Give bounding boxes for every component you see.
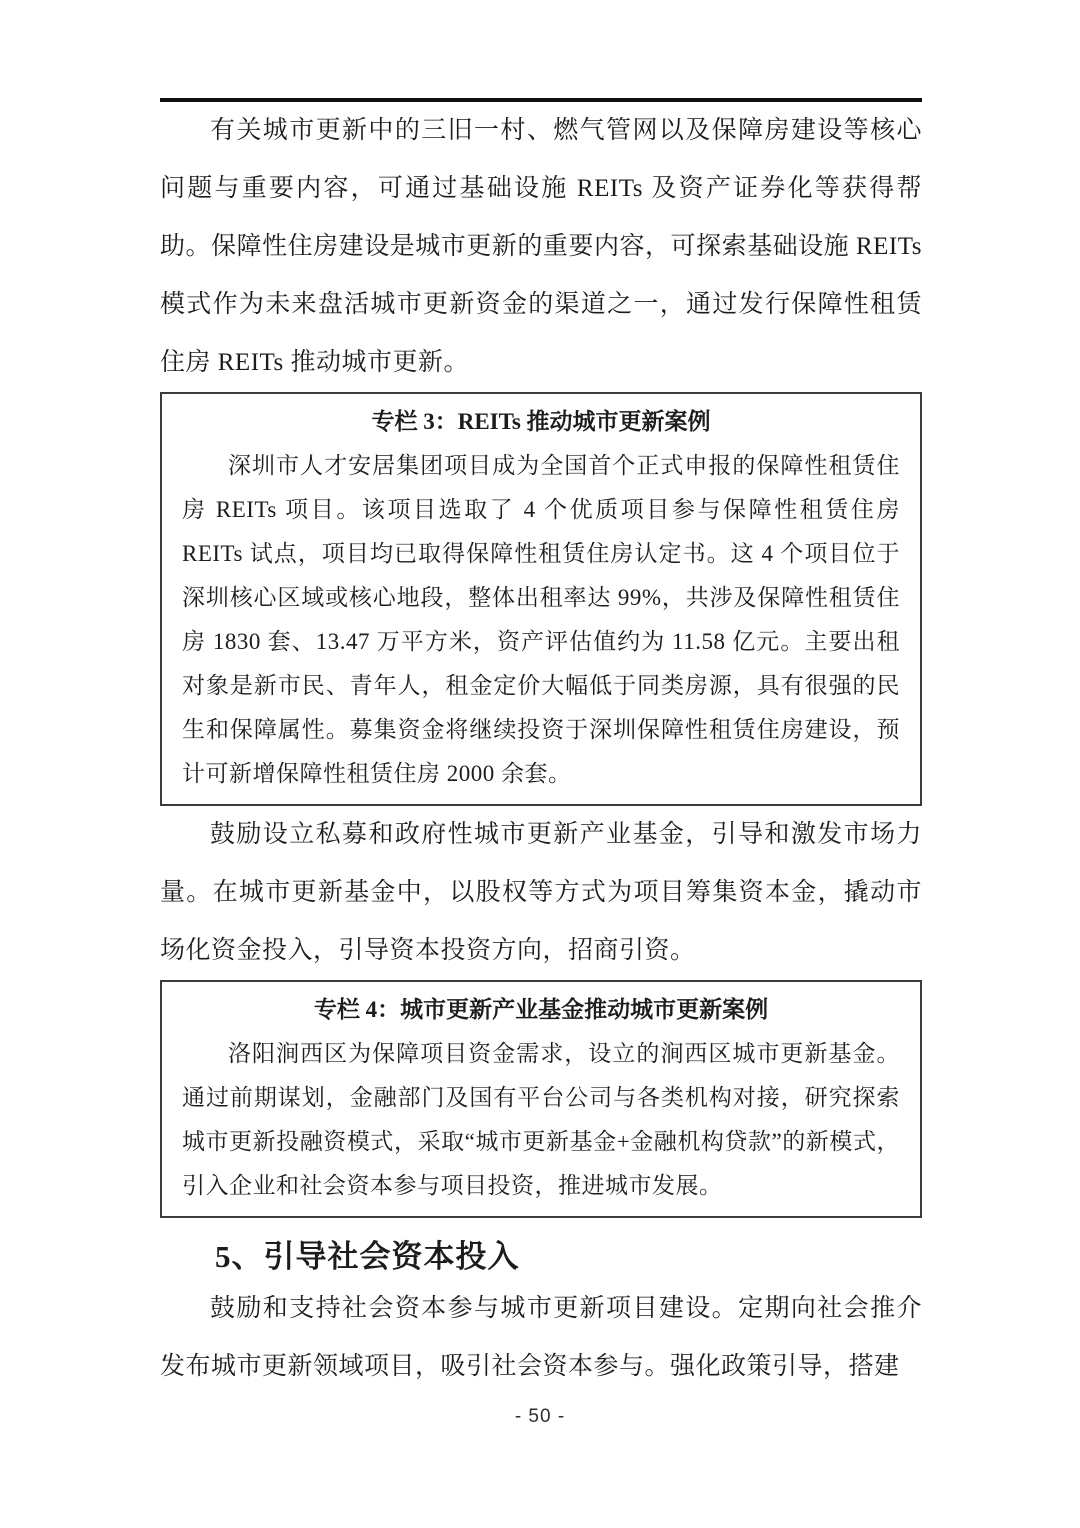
case-box-3-title: 专栏 3：REITs 推动城市更新案例	[371, 409, 711, 434]
page-number: - 50 -	[514, 1406, 566, 1427]
case-box-4-title: 专栏 4：城市更新产业基金推动城市更新案例	[313, 997, 769, 1022]
section-heading-5: 5、引导社会资本投入	[215, 1239, 520, 1274]
case-box-3-body: 深圳市人才安居集团项目成为全国首个正式申报的保障性租赁住房 REITs 项目。该项目选取了 4 个优质项目参与保障性租赁住房 REITs 试点，项目均已取得保障性租赁住房认定书。这 4 个项目位于深圳核心区域或核心地段，整体出租率达 99%，共涉及保障性租赁住房 1830 套、13.47 万平方米，资产评估值约为 11.58 亿元。主要出租对象是新市民、青年人，租金定价大幅低于同类房源，具有很强的民生和保障属性。募集资金将继续投资于深圳保障性租赁住房建设，预计可新增保障性租赁住房 2000 余套。	[182, 453, 900, 786]
page-footer	[0, 1406, 1080, 1428]
case-box-3	[160, 392, 922, 806]
paragraph-reits-intro: 有关城市更新中的三旧一村、燃气管网以及保障房建设等核心问题与重要内容，可通过基础设施 REITs 及资产证券化等获得帮助。保障性住房建设是城市更新的重要内容，可探索基础设施 REITs 模式作为未来盘活城市更新资金的渠道之一，通过发行保障性租赁住房 REITs 推动城市更新。	[160, 117, 922, 376]
paragraph-update-fund: 鼓励设立私募和政府性城市更新产业基金，引导和激发市场力量。在城市更新基金中，以股权等方式为项目筹集资本金，撬动市场化资金投入，引导资本投资方向，招商引资。	[160, 821, 922, 964]
page-content	[160, 98, 922, 1396]
paragraph-social-capital: 鼓励和支持社会资本参与城市更新项目建设。定期向社会推介发布城市更新领域项目，吸引社会资本参与。强化政策引导，搭建	[160, 1295, 922, 1380]
case-box-4	[160, 980, 922, 1218]
case-box-4-body: 洛阳涧西区为保障项目资金需求，设立的涧西区城市更新基金。通过前期谋划，金融部门及国有平台公司与各类机构对接，研究探索城市更新投融资模式，采取“城市更新基金+金融机构贷款”的新模式，引入企业和社会资本参与项目投资，推进城市发展。	[182, 1041, 900, 1198]
